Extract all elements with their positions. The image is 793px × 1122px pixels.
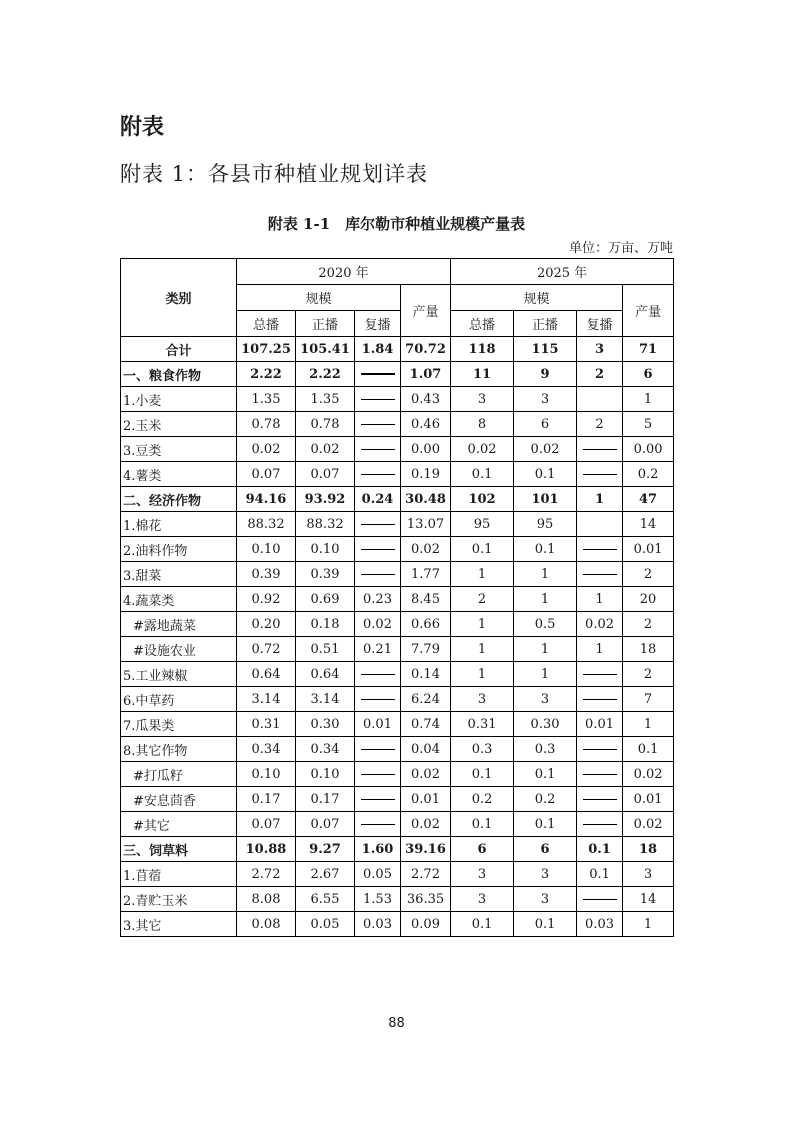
cell-main-sown-2020: 0.78 (296, 412, 355, 437)
cell-re-sown-2025: 3 (577, 337, 623, 362)
not-applicable-dash (583, 799, 617, 800)
cell-re-sown-2020: 0.02 (355, 612, 401, 637)
cell-output-2020: 6.24 (401, 687, 451, 712)
not-applicable-dash (583, 674, 617, 675)
header-main-sown-2020: 正播 (296, 311, 355, 337)
cell-main-sown-2025: 0.30 (514, 712, 577, 737)
not-applicable-dash (583, 449, 617, 450)
cell-main-sown-2020: 0.39 (296, 562, 355, 587)
cell-total-sown-2020: 0.64 (237, 662, 296, 687)
cell-main-sown-2025: 3 (514, 687, 577, 712)
row-category-name: 1.棉花 (121, 512, 237, 537)
cell-main-sown-2025: 115 (514, 337, 577, 362)
row-category-name: 6.中草药 (121, 687, 237, 712)
cell-re-sown-2025 (577, 562, 623, 587)
cell-re-sown-2025: 2 (577, 412, 623, 437)
header-total-sown-2025: 总播 (451, 311, 514, 337)
cell-total-sown-2020: 0.02 (237, 437, 296, 462)
not-applicable-dash (361, 373, 395, 375)
cell-main-sown-2020: 2.22 (296, 362, 355, 387)
cell-total-sown-2025: 1 (451, 637, 514, 662)
unit-note: 单位：万亩、万吨 (568, 241, 673, 256)
cell-main-sown-2020: 0.07 (296, 812, 355, 837)
cell-main-sown-2020: 0.05 (296, 912, 355, 937)
table-row (121, 362, 674, 387)
row-category-name: 2.油料作物 (121, 537, 237, 562)
table-row (121, 812, 674, 837)
cell-re-sown-2025 (577, 737, 623, 762)
cell-main-sown-2025: 101 (514, 487, 577, 512)
cell-output-2020: 30.48 (401, 487, 451, 512)
cell-total-sown-2025: 3 (451, 862, 514, 887)
cell-re-sown-2020 (355, 762, 401, 787)
cell-re-sown-2020: 0.21 (355, 637, 401, 662)
cell-main-sown-2025: 0.2 (514, 787, 577, 812)
cell-total-sown-2020: 0.07 (237, 812, 296, 837)
cell-total-sown-2025: 1 (451, 562, 514, 587)
not-applicable-dash (583, 474, 617, 475)
cell-main-sown-2020: 0.64 (296, 662, 355, 687)
cell-total-sown-2020: 1.35 (237, 387, 296, 412)
not-applicable-dash (583, 549, 617, 550)
not-applicable-dash (361, 474, 395, 475)
cell-main-sown-2025: 0.1 (514, 462, 577, 487)
cell-output-2020: 0.00 (401, 437, 451, 462)
cell-main-sown-2025: 1 (514, 587, 577, 612)
cell-main-sown-2025: 0.1 (514, 912, 577, 937)
cell-output-2025: 0.1 (623, 737, 674, 762)
table-row (121, 862, 674, 887)
row-category-name: #露地蔬菜 (121, 612, 237, 637)
cell-output-2025: 6 (623, 362, 674, 387)
cell-main-sown-2025: 3 (514, 862, 577, 887)
cell-re-sown-2020: 0.01 (355, 712, 401, 737)
cell-main-sown-2020: 0.02 (296, 437, 355, 462)
cell-total-sown-2025: 0.1 (451, 462, 514, 487)
cell-total-sown-2020: 8.08 (237, 887, 296, 912)
cell-main-sown-2025: 3 (514, 387, 577, 412)
cell-total-sown-2025: 0.2 (451, 787, 514, 812)
not-applicable-dash (361, 549, 395, 550)
cell-total-sown-2025: 0.1 (451, 762, 514, 787)
not-applicable-dash (583, 699, 617, 700)
cell-main-sown-2020: 0.51 (296, 637, 355, 662)
cell-output-2025: 0.01 (623, 537, 674, 562)
row-category-name: 3.甜菜 (121, 562, 237, 587)
row-category-name: 1.苜蓿 (121, 862, 237, 887)
cell-re-sown-2020: 0.03 (355, 912, 401, 937)
cell-re-sown-2020 (355, 662, 401, 687)
cell-re-sown-2020 (355, 812, 401, 837)
cell-output-2025: 1 (623, 912, 674, 937)
cell-total-sown-2025: 0.02 (451, 437, 514, 462)
table-row (121, 837, 674, 862)
row-category-name: 合计 (121, 337, 237, 362)
cell-main-sown-2025: 3 (514, 887, 577, 912)
cell-output-2020: 0.09 (401, 912, 451, 937)
cell-output-2025: 2 (623, 612, 674, 637)
cell-output-2025: 0.01 (623, 787, 674, 812)
table-row (121, 487, 674, 512)
cell-re-sown-2025: 1 (577, 487, 623, 512)
cell-output-2025: 14 (623, 512, 674, 537)
row-category-name: 4.薯类 (121, 462, 237, 487)
cell-re-sown-2025 (577, 687, 623, 712)
cell-output-2025: 2 (623, 662, 674, 687)
cell-main-sown-2025: 6 (514, 837, 577, 862)
table-row (121, 887, 674, 912)
cell-main-sown-2025: 95 (514, 512, 577, 537)
cell-re-sown-2020 (355, 362, 401, 387)
table-row (121, 637, 674, 662)
row-category-name: 7.瓜果类 (121, 712, 237, 737)
cell-total-sown-2020: 10.88 (237, 837, 296, 862)
cell-main-sown-2025: 1 (514, 662, 577, 687)
cell-output-2025: 14 (623, 887, 674, 912)
cell-main-sown-2025: 9 (514, 362, 577, 387)
cell-total-sown-2025: 0.1 (451, 912, 514, 937)
cell-total-sown-2020: 0.20 (237, 612, 296, 637)
section-heading: 附表 (120, 115, 165, 140)
page-number: 88 (388, 1016, 405, 1031)
cell-total-sown-2025: 0.31 (451, 712, 514, 737)
not-applicable-dash (583, 824, 617, 825)
cell-output-2025: 0.00 (623, 437, 674, 462)
cell-re-sown-2020 (355, 787, 401, 812)
cell-total-sown-2025: 8 (451, 412, 514, 437)
table-row (121, 787, 674, 812)
header-output-2020: 产量 (401, 285, 451, 337)
row-category-name: 一、粮食作物 (121, 362, 237, 387)
cell-total-sown-2025: 1 (451, 612, 514, 637)
row-category-name: #设施农业 (121, 637, 237, 662)
not-applicable-dash (583, 574, 617, 575)
cell-total-sown-2025: 0.1 (451, 537, 514, 562)
table-row (121, 712, 674, 737)
cell-output-2025: 0.02 (623, 812, 674, 837)
cell-output-2025: 71 (623, 337, 674, 362)
cell-total-sown-2020: 3.14 (237, 687, 296, 712)
row-category-name: 2.青贮玉米 (121, 887, 237, 912)
cell-output-2020: 8.45 (401, 587, 451, 612)
cell-total-sown-2025: 0.1 (451, 812, 514, 837)
row-category-name: 2.玉米 (121, 412, 237, 437)
row-category-name: #安息茴香 (121, 787, 237, 812)
cell-output-2025: 20 (623, 587, 674, 612)
table-row (121, 412, 674, 437)
cell-re-sown-2025 (577, 387, 623, 412)
cell-output-2025: 3 (623, 862, 674, 887)
cell-output-2020: 0.04 (401, 737, 451, 762)
table-row (121, 762, 674, 787)
cell-main-sown-2020: 0.30 (296, 712, 355, 737)
cell-total-sown-2025: 1 (451, 662, 514, 687)
cell-main-sown-2020: 6.55 (296, 887, 355, 912)
cell-output-2025: 1 (623, 712, 674, 737)
cell-output-2025: 18 (623, 837, 674, 862)
cell-total-sown-2025: 0.3 (451, 737, 514, 762)
cell-re-sown-2020: 0.24 (355, 487, 401, 512)
cell-main-sown-2020: 0.10 (296, 537, 355, 562)
cell-output-2020: 1.07 (401, 362, 451, 387)
cell-output-2025: 18 (623, 637, 674, 662)
cell-main-sown-2025: 1 (514, 562, 577, 587)
cell-re-sown-2020: 0.05 (355, 862, 401, 887)
table-row (121, 512, 674, 537)
cell-total-sown-2020: 88.32 (237, 512, 296, 537)
cell-main-sown-2020: 1.35 (296, 387, 355, 412)
cell-re-sown-2025 (577, 462, 623, 487)
table-row (121, 462, 674, 487)
cell-total-sown-2020: 0.78 (237, 412, 296, 437)
cell-total-sown-2020: 0.10 (237, 762, 296, 787)
cell-re-sown-2025: 2 (577, 362, 623, 387)
cell-main-sown-2025: 0.3 (514, 737, 577, 762)
cell-re-sown-2025 (577, 537, 623, 562)
table-row (121, 337, 674, 362)
cell-total-sown-2020: 0.08 (237, 912, 296, 937)
cell-main-sown-2020: 0.69 (296, 587, 355, 612)
cell-total-sown-2020: 0.72 (237, 637, 296, 662)
cell-re-sown-2020 (355, 687, 401, 712)
header-year-2025: 2025 年 (451, 259, 674, 285)
not-applicable-dash (361, 699, 395, 700)
cell-main-sown-2020: 0.10 (296, 762, 355, 787)
cell-output-2020: 0.43 (401, 387, 451, 412)
cell-total-sown-2020: 0.39 (237, 562, 296, 587)
cell-total-sown-2020: 0.31 (237, 712, 296, 737)
cell-main-sown-2020: 0.18 (296, 612, 355, 637)
cell-output-2020: 0.02 (401, 762, 451, 787)
cell-main-sown-2020: 3.14 (296, 687, 355, 712)
not-applicable-dash (361, 524, 395, 525)
cell-re-sown-2025: 0.1 (577, 862, 623, 887)
cell-output-2025: 0.2 (623, 462, 674, 487)
cell-re-sown-2020 (355, 537, 401, 562)
cell-re-sown-2020 (355, 387, 401, 412)
header-scale-2020: 规模 (237, 285, 401, 311)
cell-total-sown-2025: 6 (451, 837, 514, 862)
cell-main-sown-2020: 88.32 (296, 512, 355, 537)
cell-output-2020: 1.77 (401, 562, 451, 587)
cell-output-2025: 0.02 (623, 762, 674, 787)
table-row (121, 587, 674, 612)
not-applicable-dash (361, 449, 395, 450)
cell-main-sown-2020: 9.27 (296, 837, 355, 862)
cell-total-sown-2025: 102 (451, 487, 514, 512)
cell-re-sown-2025: 0.02 (577, 612, 623, 637)
table-row (121, 437, 674, 462)
cell-output-2020: 7.79 (401, 637, 451, 662)
cell-total-sown-2025: 3 (451, 887, 514, 912)
not-applicable-dash (583, 899, 617, 900)
row-category-name: #打瓜籽 (121, 762, 237, 787)
cell-re-sown-2025 (577, 662, 623, 687)
not-applicable-dash (361, 674, 395, 675)
cell-output-2025: 1 (623, 387, 674, 412)
not-applicable-dash (361, 824, 395, 825)
row-category-name: 三、饲草料 (121, 837, 237, 862)
cell-re-sown-2025: 1 (577, 587, 623, 612)
cell-total-sown-2025: 118 (451, 337, 514, 362)
cell-main-sown-2025: 0.02 (514, 437, 577, 462)
cell-total-sown-2025: 2 (451, 587, 514, 612)
cell-output-2020: 70.72 (401, 337, 451, 362)
header-scale-2025: 规模 (451, 285, 623, 311)
cell-output-2020: 0.14 (401, 662, 451, 687)
cell-output-2020: 39.16 (401, 837, 451, 862)
cell-re-sown-2020 (355, 737, 401, 762)
table-row (121, 612, 674, 637)
cell-output-2020: 0.02 (401, 537, 451, 562)
not-applicable-dash (361, 799, 395, 800)
cell-output-2020: 36.35 (401, 887, 451, 912)
cell-re-sown-2025 (577, 812, 623, 837)
cell-main-sown-2020: 0.07 (296, 462, 355, 487)
not-applicable-dash (361, 399, 395, 400)
cell-re-sown-2020: 1.53 (355, 887, 401, 912)
not-applicable-dash (361, 749, 395, 750)
cell-re-sown-2020 (355, 462, 401, 487)
cell-output-2025: 7 (623, 687, 674, 712)
cell-total-sown-2020: 0.92 (237, 587, 296, 612)
cell-total-sown-2025: 3 (451, 387, 514, 412)
cell-main-sown-2020: 93.92 (296, 487, 355, 512)
not-applicable-dash (361, 774, 395, 775)
cell-re-sown-2020: 1.60 (355, 837, 401, 862)
row-category-name: #其它 (121, 812, 237, 837)
cell-total-sown-2020: 0.07 (237, 462, 296, 487)
cell-re-sown-2020 (355, 437, 401, 462)
cell-main-sown-2025: 0.1 (514, 537, 577, 562)
row-category-name: 3.其它 (121, 912, 237, 937)
cell-main-sown-2020: 105.41 (296, 337, 355, 362)
cell-main-sown-2025: 0.5 (514, 612, 577, 637)
cell-re-sown-2020 (355, 562, 401, 587)
cell-output-2025: 2 (623, 562, 674, 587)
table-caption: 附表 1-1 库尔勒市种植业规模产量表 (267, 215, 526, 233)
cell-re-sown-2025: 0.03 (577, 912, 623, 937)
not-applicable-dash (583, 774, 617, 775)
cell-total-sown-2020: 0.34 (237, 737, 296, 762)
cell-re-sown-2020: 1.84 (355, 337, 401, 362)
table-row (121, 737, 674, 762)
not-applicable-dash (361, 424, 395, 425)
appendix-title: 附表 1：各县市种植业规划详表 (120, 162, 429, 186)
header-re-sown-2020: 复播 (355, 311, 401, 337)
cell-output-2020: 2.72 (401, 862, 451, 887)
cell-output-2020: 0.02 (401, 812, 451, 837)
row-category-name: 8.其它作物 (121, 737, 237, 762)
cell-output-2020: 0.74 (401, 712, 451, 737)
table-row (121, 537, 674, 562)
header-re-sown-2025: 复播 (577, 311, 623, 337)
cell-output-2020: 13.07 (401, 512, 451, 537)
cell-total-sown-2020: 2.72 (237, 862, 296, 887)
cell-re-sown-2025 (577, 887, 623, 912)
cell-output-2020: 0.66 (401, 612, 451, 637)
table-row (121, 662, 674, 687)
cell-main-sown-2025: 0.1 (514, 812, 577, 837)
cell-re-sown-2025 (577, 437, 623, 462)
cell-output-2020: 0.01 (401, 787, 451, 812)
cell-re-sown-2025 (577, 512, 623, 537)
header-output-2025: 产量 (623, 285, 674, 337)
not-applicable-dash (361, 574, 395, 575)
cell-re-sown-2025: 1 (577, 637, 623, 662)
header-total-sown-2020: 总播 (237, 311, 296, 337)
cell-output-2025: 5 (623, 412, 674, 437)
cell-main-sown-2025: 6 (514, 412, 577, 437)
table-row (121, 912, 674, 937)
cell-total-sown-2020: 2.22 (237, 362, 296, 387)
cell-re-sown-2020 (355, 512, 401, 537)
cell-total-sown-2025: 11 (451, 362, 514, 387)
cell-total-sown-2025: 95 (451, 512, 514, 537)
cell-output-2020: 0.46 (401, 412, 451, 437)
row-category-name: 3.豆类 (121, 437, 237, 462)
cell-main-sown-2025: 1 (514, 637, 577, 662)
cell-re-sown-2020: 0.23 (355, 587, 401, 612)
table-row (121, 687, 674, 712)
cell-re-sown-2020 (355, 412, 401, 437)
not-applicable-dash (583, 749, 617, 750)
cell-total-sown-2020: 94.16 (237, 487, 296, 512)
row-category-name: 1.小麦 (121, 387, 237, 412)
cell-output-2025: 47 (623, 487, 674, 512)
table-row (121, 562, 674, 587)
header-category: 类别 (121, 259, 237, 337)
cell-output-2020: 0.19 (401, 462, 451, 487)
cell-re-sown-2025 (577, 762, 623, 787)
cell-total-sown-2020: 107.25 (237, 337, 296, 362)
header-year-2020: 2020 年 (237, 259, 451, 285)
row-category-name: 4.蔬菜类 (121, 587, 237, 612)
cell-main-sown-2025: 0.1 (514, 762, 577, 787)
planting-scale-table (120, 258, 674, 937)
cell-re-sown-2025: 0.01 (577, 712, 623, 737)
cell-total-sown-2025: 3 (451, 687, 514, 712)
cell-re-sown-2025: 0.1 (577, 837, 623, 862)
header-main-sown-2025: 正播 (514, 311, 577, 337)
cell-total-sown-2020: 0.17 (237, 787, 296, 812)
row-category-name: 5.工业辣椒 (121, 662, 237, 687)
cell-main-sown-2020: 0.17 (296, 787, 355, 812)
table-row (121, 387, 674, 412)
cell-main-sown-2020: 0.34 (296, 737, 355, 762)
cell-re-sown-2025 (577, 787, 623, 812)
cell-total-sown-2020: 0.10 (237, 537, 296, 562)
row-category-name: 二、经济作物 (121, 487, 237, 512)
cell-main-sown-2020: 2.67 (296, 862, 355, 887)
